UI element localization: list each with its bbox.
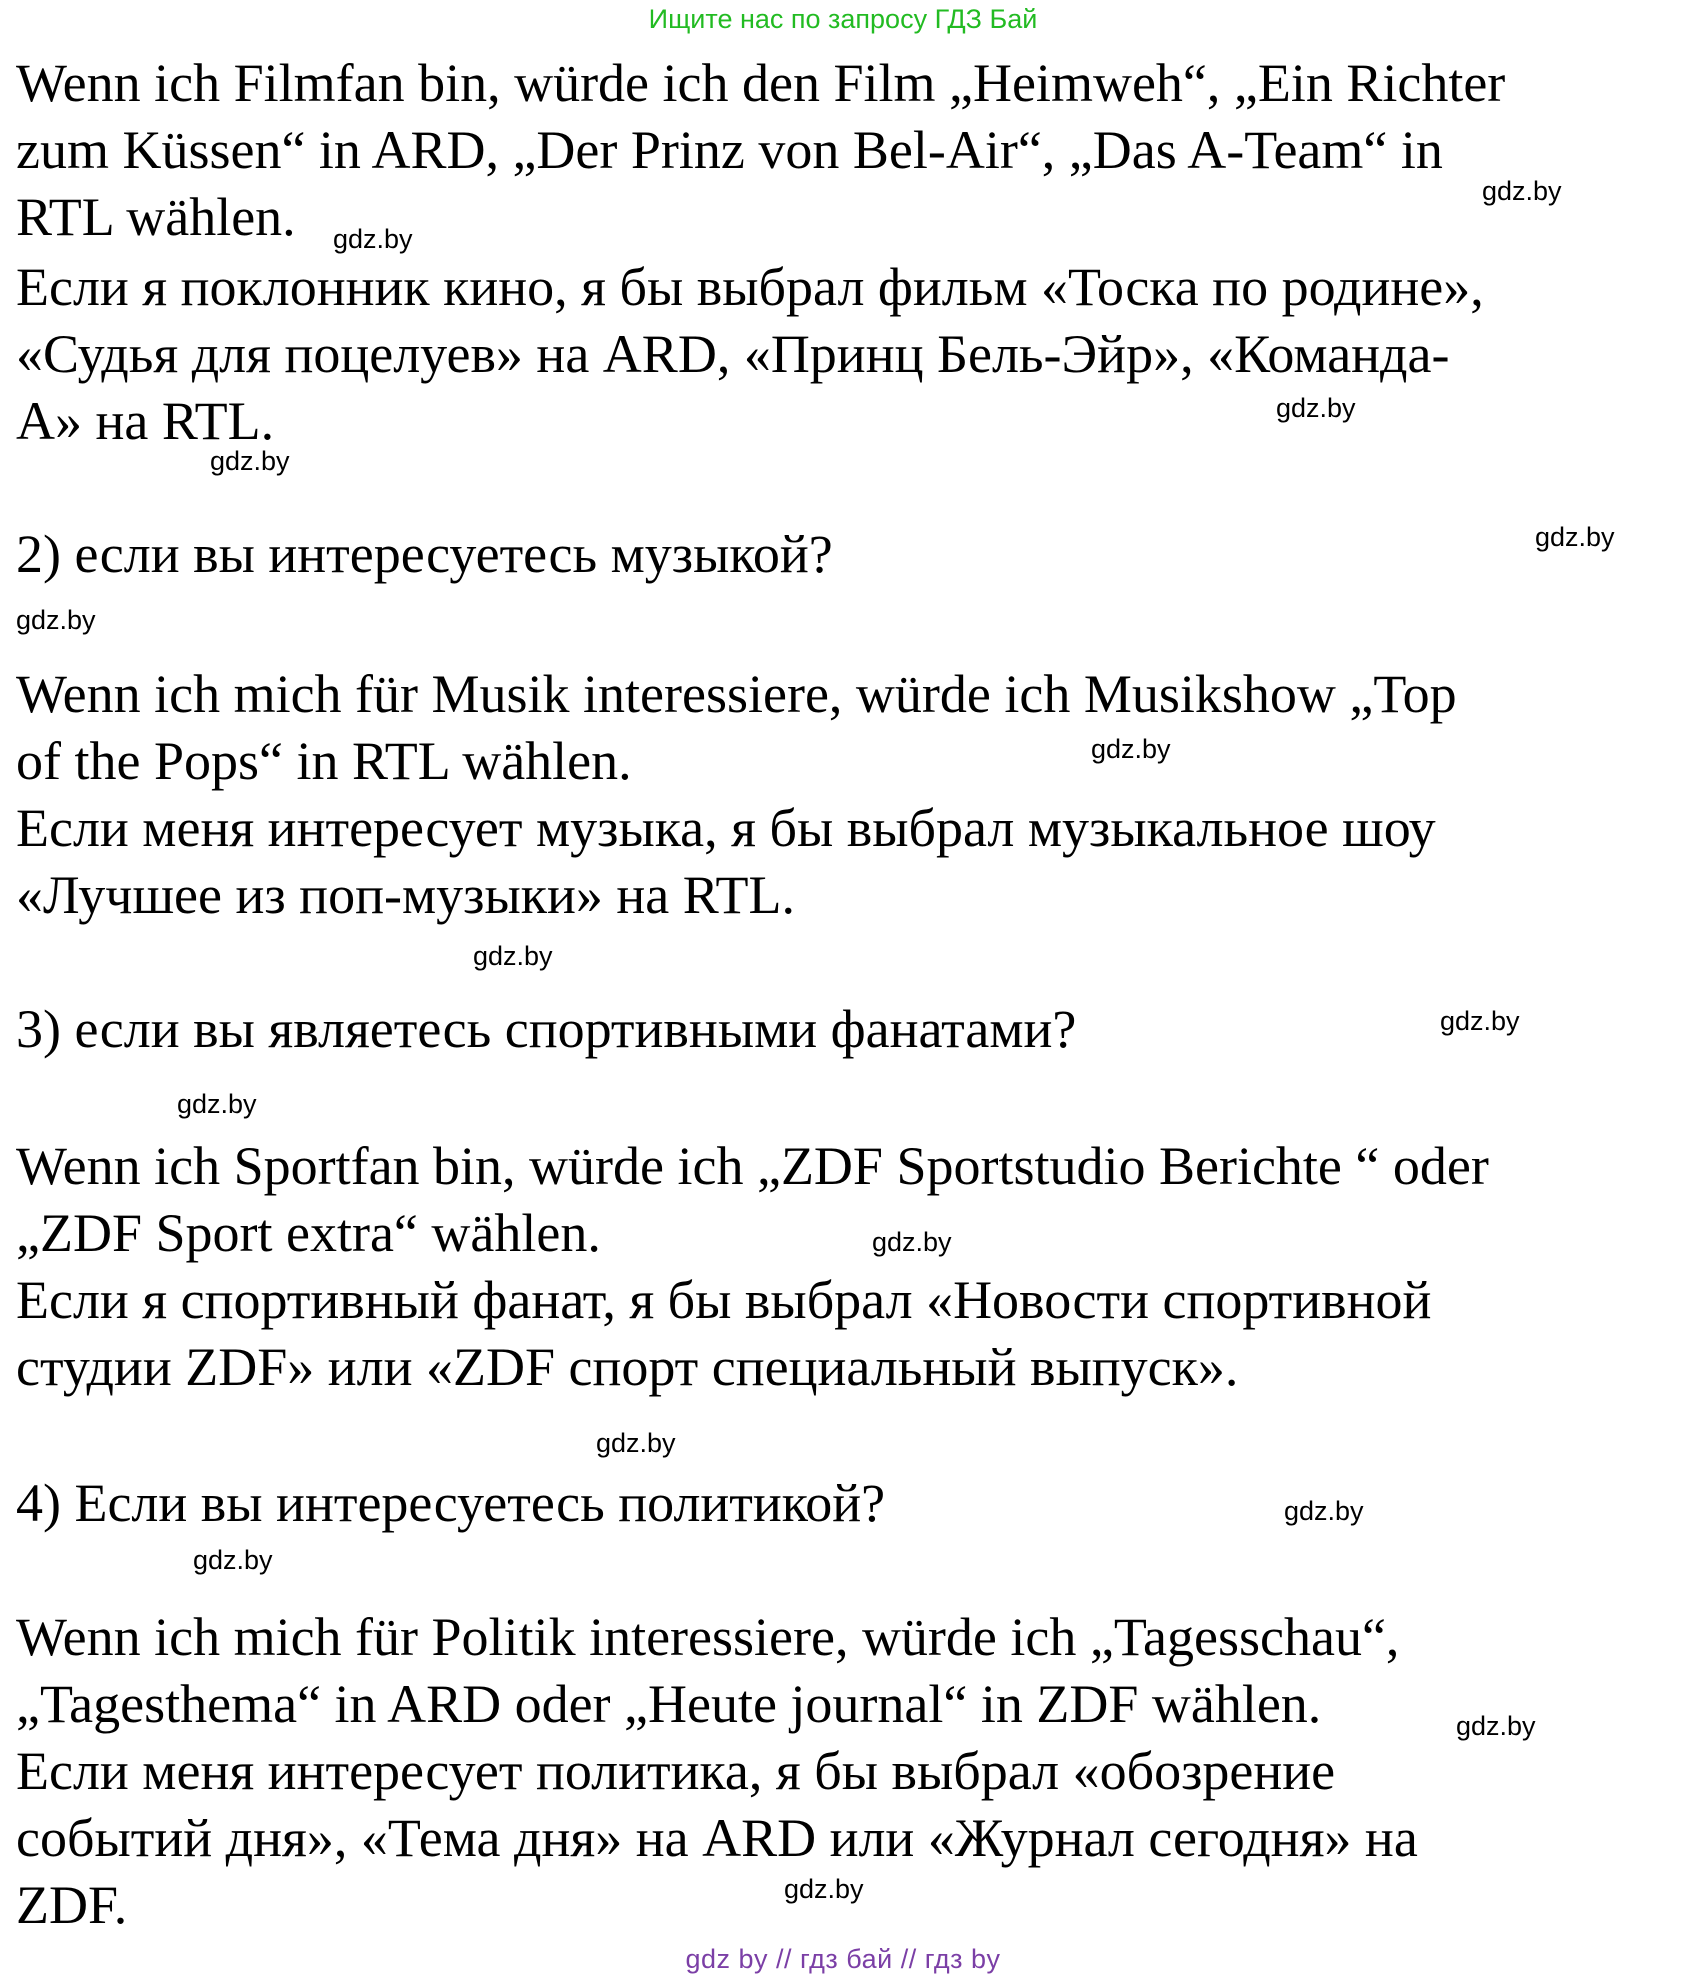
answer-1-ru-line-3: А» на RTL. — [16, 391, 275, 451]
answer-3-ru-line-1: Если я спортивный фанат, я бы выбрал «Новости спортивной — [16, 1270, 1432, 1330]
watermark-text: gdz.by — [872, 1227, 952, 1257]
question-2: 2) если вы интересуетесь музыкой? — [16, 524, 833, 584]
watermark-text: gdz.by — [1482, 176, 1562, 206]
answer-3-ru-line-2: студии ZDF» или «ZDF спорт специальный выпуск». — [16, 1337, 1239, 1397]
answer-3-de-line-2: „ZDF Sport extra“ wählen. — [16, 1203, 601, 1263]
answer-4-ru-line-1: Если меня интересует политика, я бы выбрал «обозрение — [16, 1741, 1336, 1801]
answer-1-de-line-1: Wenn ich Filmfan bin, würde ich den Film „Heimweh“, „Ein Richter — [16, 53, 1506, 113]
watermark-text: gdz.by — [784, 1874, 864, 1904]
answer-1-de-line-2: zum Küssen“ in ARD, „Der Prinz von Bel-Air“, „Das A-Team“ in — [16, 120, 1443, 180]
watermark-text: gdz.by — [1456, 1711, 1536, 1741]
answer-2-ru-line-1: Если меня интересует музыка, я бы выбрал музыкальное шоу — [16, 798, 1436, 858]
answer-1-ru-line-2: «Судья для поцелуев» на ARD, «Принц Бель-Эйр», «Команда- — [16, 324, 1450, 384]
watermark-text: gdz.by — [210, 446, 290, 476]
watermark-text: gdz.by — [1440, 1006, 1520, 1036]
watermark-text: gdz.by — [1276, 393, 1356, 423]
watermark-text: gdz.by — [177, 1089, 257, 1119]
site-banner: Ищите нас по запросу ГДЗ Бай — [648, 4, 1038, 34]
answer-2-ru-line-2: «Лучшее из поп-музыки» на RTL. — [16, 865, 795, 925]
watermark-text: gdz.by — [193, 1545, 273, 1575]
footer-links: gdz by // гдз бай // гдз by — [685, 1944, 1001, 1974]
watermark-text: gdz.by — [1535, 522, 1615, 552]
answer-1-de-line-3: RTL wählen. — [16, 187, 296, 247]
answer-1-ru-line-1: Если я поклонник кино, я бы выбрал фильм «Тоска по родине», — [16, 257, 1484, 317]
answer-4-de-line-2: „Tagesthema“ in ARD oder „Heute journal“ in ZDF wählen. — [16, 1674, 1322, 1734]
answer-4-ru-line-3: ZDF. — [16, 1875, 128, 1935]
answer-4-ru-line-2: событий дня», «Тема дня» на ARD или «Журнал сегодня» на — [16, 1808, 1418, 1868]
watermark-text: gdz.by — [16, 605, 96, 635]
question-3: 3) если вы являетесь спортивными фанатами? — [16, 999, 1077, 1059]
watermark-text: gdz.by — [1091, 734, 1171, 764]
watermark-text: gdz.by — [333, 224, 413, 254]
answer-3-de-line-1: Wenn ich Sportfan bin, würde ich „ZDF Sportstudio Berichte “ oder — [16, 1136, 1489, 1196]
answer-2-de-line-2: of the Pops“ in RTL wählen. — [16, 731, 632, 791]
watermark-text: gdz.by — [596, 1428, 676, 1458]
question-4: 4) Если вы интересуетесь политикой? — [16, 1473, 886, 1533]
watermark-text: gdz.by — [473, 941, 553, 971]
answer-2-de-line-1: Wenn ich mich für Musik interessiere, würde ich Musikshow „Top — [16, 664, 1457, 724]
answer-4-de-line-1: Wenn ich mich für Politik interessiere, würde ich „Tagesschau“, — [16, 1607, 1400, 1667]
watermark-text: gdz.by — [1284, 1496, 1364, 1526]
